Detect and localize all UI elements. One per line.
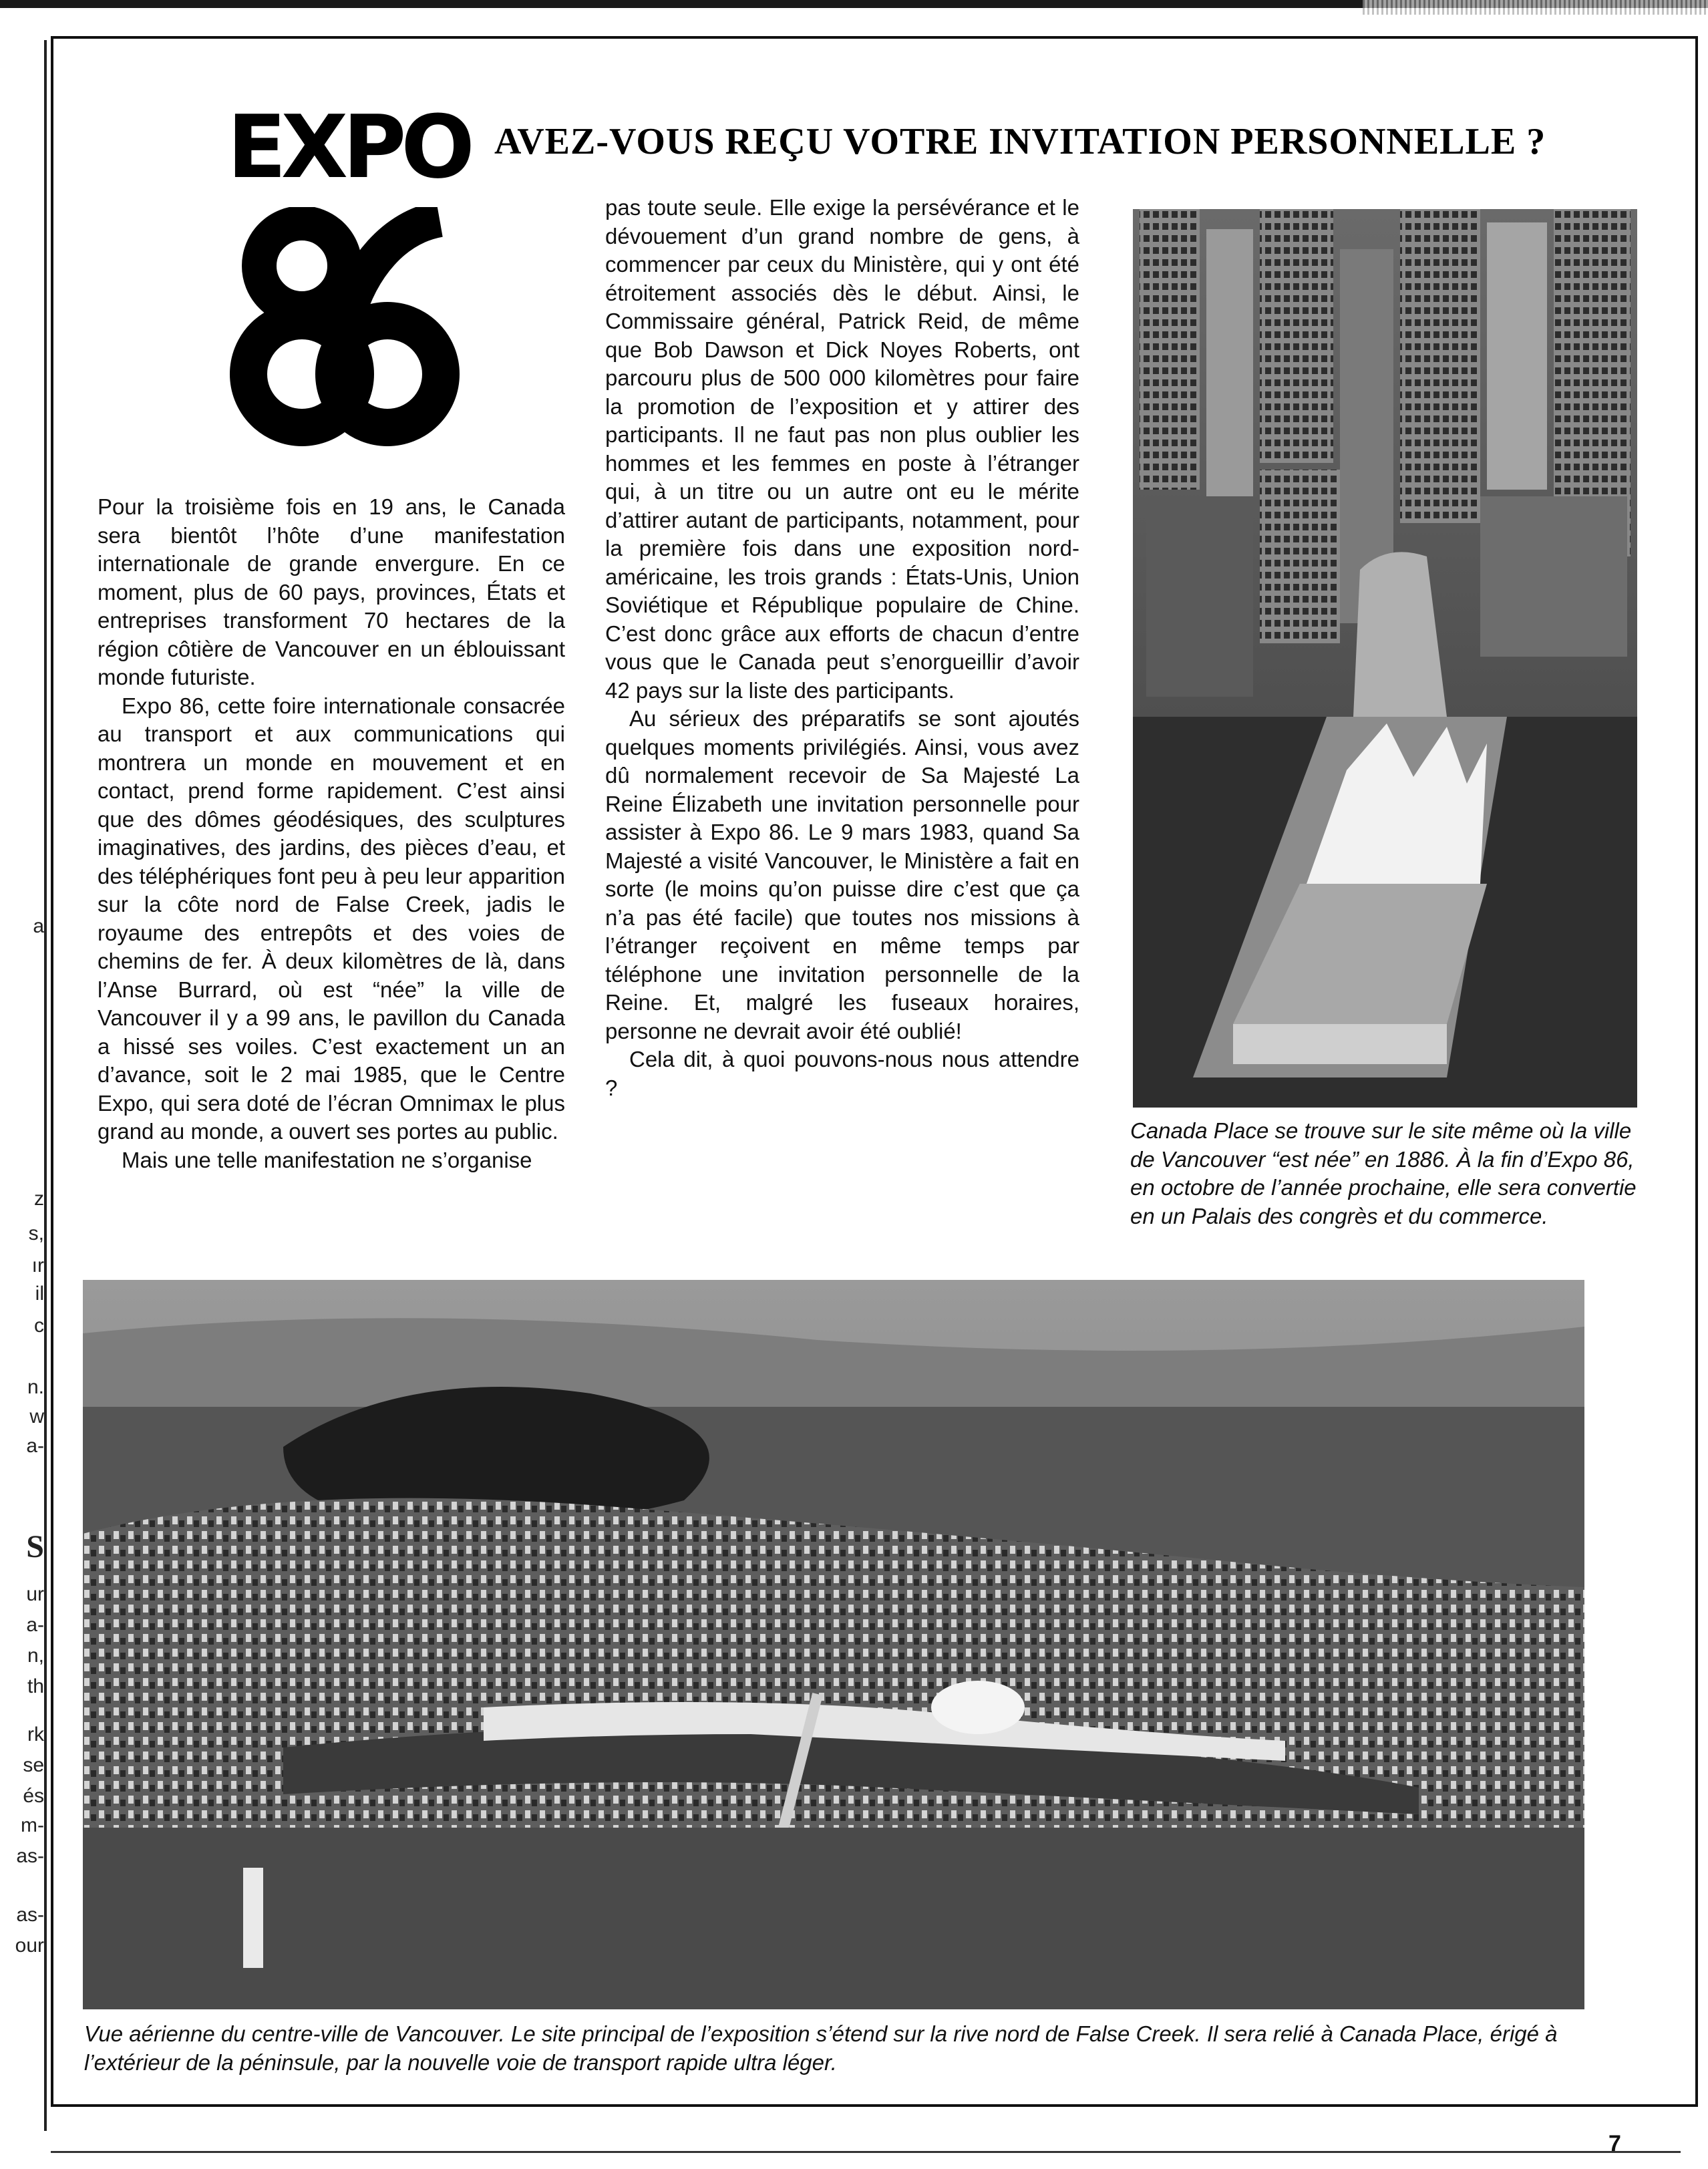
paragraph: Expo 86, cette foire internationale consacrée au transport et aux communications qui montrera un monde en mouvement et en contact, prend forme rapidement. C’est ainsi que des dômes géodésiques, des sculptures imaginatives, des jardins, des pièces d’eau, et des téléphériques font peu à peu leur apparition sur la côte nord de False Creek, jadis le royaume des entrepôts et des voies de chemins de fer. À deux kilomètres de là, dans l’Anse Burrard, où est “née” la ville de Vancouver il y a 99 ans, le pavillon du Canada a hissé ses voiles. C’est exactement un an d’avance, soit le 2 mai 1985, que le Centre Expo, qui sera doté de l’écran Omnimax le plus grand au monde, a ouvert ses portes au public.	[98, 693, 565, 1144]
page-bottom-rule	[51, 2151, 1681, 2153]
vancouver-aerial-photo	[83, 1280, 1584, 2009]
paragraph: Pour la troisième fois en 19 ans, le Canada sera bientôt l’hôte d’une manifestation internationale de grande envergure. En ce moment, plus de 60 pays, provinces, États et entreprises transforment 70 hectares de la région côtière de Vancouver en un éblouissant monde futuriste.	[98, 494, 565, 689]
adjacent-page-fragment: th	[27, 1675, 44, 1697]
adjacent-page-edge	[44, 40, 47, 2131]
adjacent-page-fragment: ur	[26, 1583, 44, 1605]
adjacent-page-fragment: our	[15, 1935, 44, 1957]
paragraph: Au sérieux des préparatifs se sont ajoutés quelques moments privilégiés. Ainsi, vous avez dû normalement recevoir de Sa Majesté La Reine Élizabeth une invitation personnelle pour assister à Expo 86. Le 9 mars 1983, quand Sa Majesté a visité Vancouver, le Ministère a fait en sorte (le moins qu’on puisse dire c’est que ça n’a pas été facile) que toutes nos missions à l’étranger reçoivent en même temps par téléphone une invitation personnelle de la Reine. Et, malgré les fuseaux horaires, personne ne devrait avoir été oublié!	[605, 706, 1079, 1043]
paragraph: Cela dit, à quoi pouvons-nous nous attendre ?	[605, 1047, 1079, 1100]
expo-86-logo	[227, 96, 470, 454]
article-column-1	[98, 493, 565, 1174]
adjacent-page-fragment: a	[33, 915, 44, 937]
logo-word: EXPO	[227, 96, 470, 198]
logo-86-mark	[227, 207, 468, 448]
adjacent-page-fragment: a-	[26, 1614, 44, 1636]
adjacent-page-fragment: as-	[16, 1845, 44, 1867]
adjacent-page-fragment: ır	[31, 1255, 44, 1277]
adjacent-page-fragment: as-	[16, 1904, 44, 1926]
adjacent-page-fragment: a-	[26, 1435, 44, 1457]
adjacent-page-fragment: és	[23, 1785, 44, 1807]
adjacent-page-fragment: m-	[21, 1814, 44, 1836]
adjacent-page-strip	[0, 40, 47, 2131]
adjacent-page-fragment: s,	[28, 1222, 44, 1244]
adjacent-page-fragment: w	[29, 1405, 44, 1428]
vancouver-aerial-photo-art	[83, 1280, 1584, 2009]
canada-place-photo	[1133, 209, 1637, 1108]
adjacent-page-fragment: il	[35, 1283, 44, 1305]
adjacent-page-fragment: n,	[27, 1645, 44, 1667]
adjacent-page-fragment: S	[26, 1529, 44, 1564]
adjacent-page-fragment: se	[23, 1754, 44, 1776]
adjacent-page-fragment: n.	[27, 1376, 44, 1398]
adjacent-page-fragment: z	[34, 1188, 44, 1210]
canada-place-caption: Canada Place se trouve sur le site même où la ville de Vancouver “est née” en 1886. À la fin d’Expo 86, en octobre de l’année prochaine, elle sera convertie en un Palais des congrès et du commerce.	[1130, 1118, 1637, 1228]
page-number: 7	[1608, 2131, 1621, 2156]
adjacent-page-fragment: c	[34, 1315, 44, 1337]
scan-top-rule-fade	[1363, 0, 1708, 15]
headline: AVEZ-VOUS REÇU VOTRE INVITATION PERSONNELLE ?	[494, 121, 1546, 162]
article-column-2	[605, 194, 1079, 1102]
paragraph: pas toute seule. Elle exige la persévérance et le dévouement d’un grand nombre de gens, à commencer par ceux du Ministère, qui y ont été étroitement associés dès le début. Ainsi, le Commissaire général, Patrick Reid, de même que Bob Dawson et Dick Noyes Roberts, ont parcouru plus de 500 000 kilomètres pour faire la promotion de l’exposition et y attirer des participants. Il ne faut pas non plus oublier les hommes et les femmes en poste à l’étranger qui, à un titre ou un autre ont eu le mérite d’attirer autant de participants, notamment, pour la première fois dans une exposition nord-américaine, les trois grands : États-Unis, Union Soviétique et République populaire de Chine. C’est donc grâce aux efforts de chacun d’entre vous que le Canada peut s’enorgueillir d’avoir 42 pays sur la liste des participants.	[605, 195, 1079, 703]
canada-place-photo-art	[1133, 209, 1637, 1108]
adjacent-page-fragment: rk	[27, 1723, 44, 1745]
paragraph: Mais une telle manifestation ne s’organise	[122, 1147, 532, 1172]
aerial-photo-caption: Vue aérienne du centre-ville de Vancouver. Le site principal de l’exposition s’étend sur la rive nord de False Creek. Il sera relié à Canada Place, érigé à l’extérieur de la péninsule, par la nouvelle voie de transport rapide ultra léger.	[84, 2021, 1558, 2075]
